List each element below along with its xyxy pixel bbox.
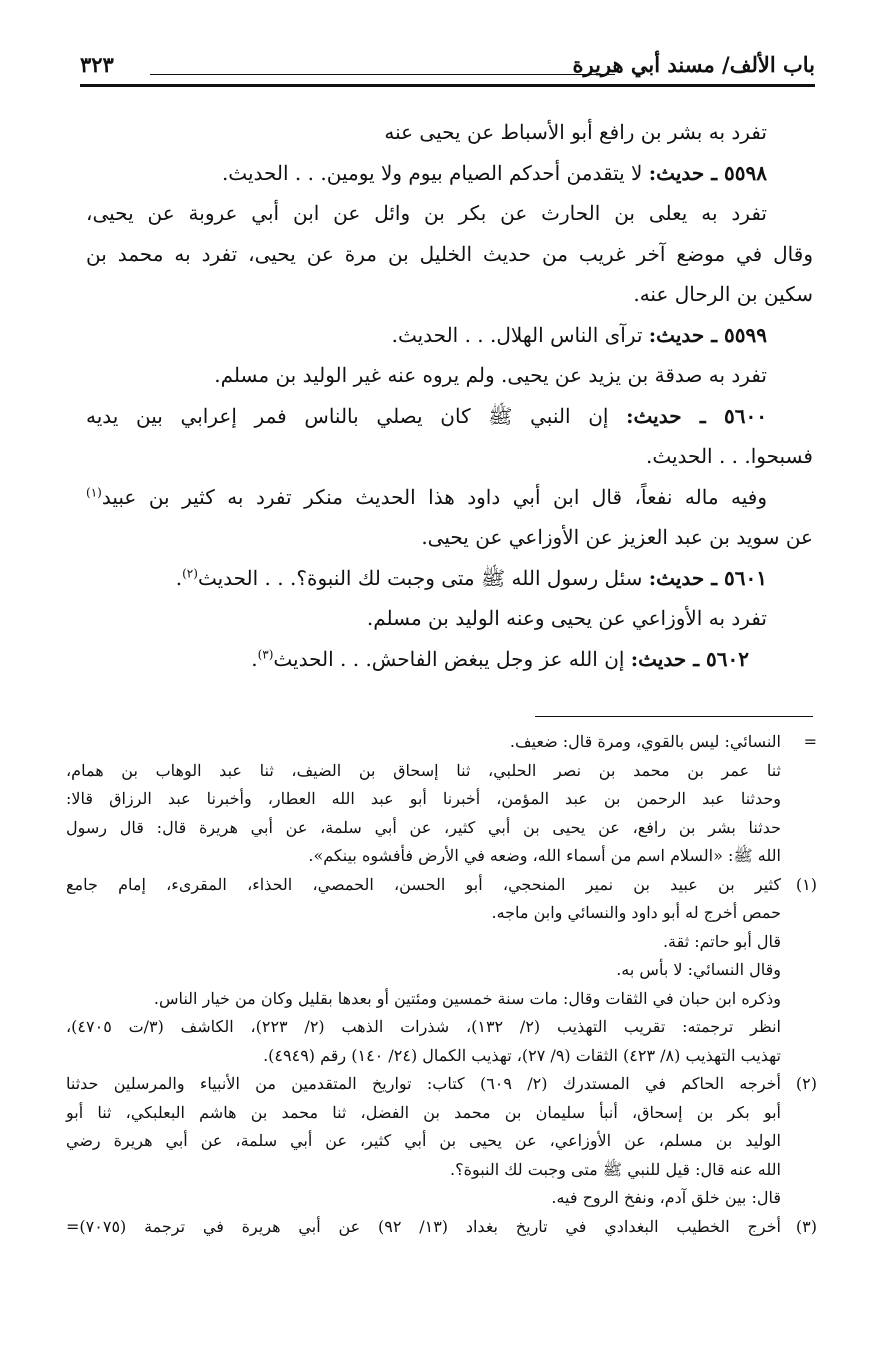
hadith-5599 xyxy=(86,315,813,356)
hadith-5602 xyxy=(86,639,813,680)
footnote-continued xyxy=(66,728,817,757)
text-line: وقال في موضع آخر غريب من حديث الخليل بن مرة عن يحيى، تفرد به محمد بن xyxy=(86,241,813,266)
page-number: ٣٢٣ xyxy=(80,52,114,77)
hadith-number: ٥٦٠١ ـ حديث: xyxy=(648,565,767,590)
hadith-5601 xyxy=(86,558,813,599)
text-line: تفرد به الأوزاعي عن يحيى وعنه الوليد بن مسلم. xyxy=(366,606,767,630)
footnote-line: تهذيب التهذيب (٨/ ٤٢٣) الثقات (٩/ ٢٧)، تهذيب الكمال (٢٤/ ١٤٠) رقم (٤٩٤٩). xyxy=(263,1045,781,1065)
hadith-5598 xyxy=(86,153,813,194)
footnote-line: حدثنا بشر بن رافع، عن يحيى بن أبي كثير، عن أبي سلمة، عن أبي هريرة قال: قال رسول xyxy=(66,817,781,837)
footnote-line: أخرج الخطيب البغدادي في تاريخ بغداد (١٣/ ٩٢) عن أبي هريرة في ترجمة (٧٠٧٥)= xyxy=(66,1216,781,1236)
footnote-line: وحدثنا عبد الرحمن بن عبد المؤمن، أخبرنا أبو عبد الله العطار، وأخبرنا عبد الرزاق قالا: xyxy=(66,789,781,808)
hadith-number: ٥٦٠٢ ـ حديث: xyxy=(630,646,749,671)
footnote-line: الوليد بن مسلم، عن الأوزاعي، عن يحيى بن أبي كثير، عن أبي سلمة، عن أبي هريرة رضي xyxy=(66,1131,781,1150)
footnote-number: (١) xyxy=(795,874,817,894)
hadith-text: ترآى الناس الهلال. . . الحديث. xyxy=(391,322,649,347)
hadith-text: لا يتقدمن أحدكم الصيام بيوم ولا يومين. . . الحديث. xyxy=(221,160,649,185)
footnote-line: النسائي: ليس بالقوي، ومرة قال: ضعيف. xyxy=(509,732,781,751)
footnote-line: أبو بكر بن إسحاق، أنبأ سليمان بن محمد بن الفضل، ثنا محمد بن هاشم البعلبكي، ثنا أبو xyxy=(66,1102,781,1122)
main-text xyxy=(86,112,813,679)
text-line: فسبحوا. . . الحديث. xyxy=(645,444,813,468)
footnote-line: قال أبو حاتم: ثقة. xyxy=(662,931,781,951)
footnote-number: (٢) xyxy=(795,1074,817,1093)
hadith-end: . xyxy=(251,646,258,671)
hadith-end: . xyxy=(175,565,183,590)
footnote-line: قال: بين خلق آدم، ونفخ الروح فيه. xyxy=(551,1188,781,1207)
footnote-3 xyxy=(66,1213,817,1242)
header-leader-line xyxy=(150,74,615,75)
footnote-ref-2: (٢) xyxy=(182,565,198,580)
footnote-line: حمص أخرج له أبو داود والنسائي وابن ماجه. xyxy=(491,903,781,922)
text-line: عن سويد بن عبد العزيز عن الأوزاعي عن يحيى. xyxy=(421,525,813,549)
text-span: وفيه ماله نفعاً، قال ابن أبي داود هذا الحديث منكر تفرد به كثير بن عبيد xyxy=(101,484,767,509)
footnote-number: (٣) xyxy=(795,1216,817,1236)
text-line: سكين بن الرحال عنه. xyxy=(633,282,813,306)
continuation-mark: = xyxy=(803,732,817,751)
footnote-1 xyxy=(66,871,817,900)
footnote-line: كثير بن عبيد بن نمير المنحجي، أبو الحسن، الحمصي، الحذاء، المقرىء، إمام جامع xyxy=(66,874,781,894)
running-header xyxy=(80,50,815,90)
footnote-line: انظر ترجمته: تقريب التهذيب (٢/ ١٣٢)، شذرات الذهب (٢/ ٢٢٣)، الكاشف (٣/ت ٤٧٠٥)، xyxy=(66,1017,781,1036)
hadith-5600 xyxy=(86,396,813,437)
hadith-text: سئل رسول الله ﷺ متى وجبت لك النبوة؟. . . الحديث xyxy=(197,565,649,590)
footnote-line: أخرجه الحاكم في المستدرك (٢/ ٦٠٩) كتاب: تواريخ المتقدمين من الأنبياء والمرسلين حدثنا xyxy=(66,1074,781,1093)
header-rule xyxy=(80,84,815,87)
hadith-number: ٥٦٠٠ ـ حديث: xyxy=(626,403,768,428)
footnote-line: وقال النسائي: لا بأس به. xyxy=(616,960,781,979)
footnote-line: ثنا عمر بن محمد بن نصر الحلبي، ثنا إسحاق بن الضيف، ثنا عبد الوهاب بن همام، xyxy=(66,760,781,780)
running-title: باب الألف/ مسند أبي هريرة xyxy=(572,52,815,77)
footnote-ref-1: (١) xyxy=(86,484,102,499)
hadith-text: إن الله عز وجل يبغض الفاحش. . . الحديث xyxy=(273,646,631,671)
footnote-separator xyxy=(535,716,813,717)
text-line: تفرد به بشر بن رافع أبو الأسباط عن يحيى عنه xyxy=(384,120,767,144)
footnote-line: الله عنه قال: قيل للنبي ﷺ متى وجبت لك النبوة؟. xyxy=(450,1159,781,1179)
footnote-2 xyxy=(66,1070,817,1099)
hadith-number: ٥٥٩٩ ـ حديث: xyxy=(648,322,767,347)
text-line-with-footnote xyxy=(86,477,813,518)
hadith-text: إن النبي ﷺ كان يصلي بالناس فمر إعرابي بين يديه xyxy=(86,403,627,428)
text-line: تفرد به يعلى بن الحارث عن بكر بن وائل عن ابن أبي عروبة عن يحيى، xyxy=(86,201,767,225)
footnote-line: وذكره ابن حبان في الثقات وقال: مات سنة خمسين ومئتين أو بعدها بقليل وكان من خيار الناس. xyxy=(153,988,781,1008)
footnote-ref-3: (٣) xyxy=(257,646,274,661)
text-line: تفرد به صدقة بن يزيد عن يحيى. ولم يروه عنه غير الوليد بن مسلم. xyxy=(214,363,767,387)
footnotes xyxy=(66,728,817,1241)
footnote-line: الله ﷺ: «السلام اسم من أسماء الله، وضعه في الأرض فأفشوه بينكم». xyxy=(308,846,781,865)
hadith-number: ٥٥٩٨ ـ حديث: xyxy=(648,160,767,185)
